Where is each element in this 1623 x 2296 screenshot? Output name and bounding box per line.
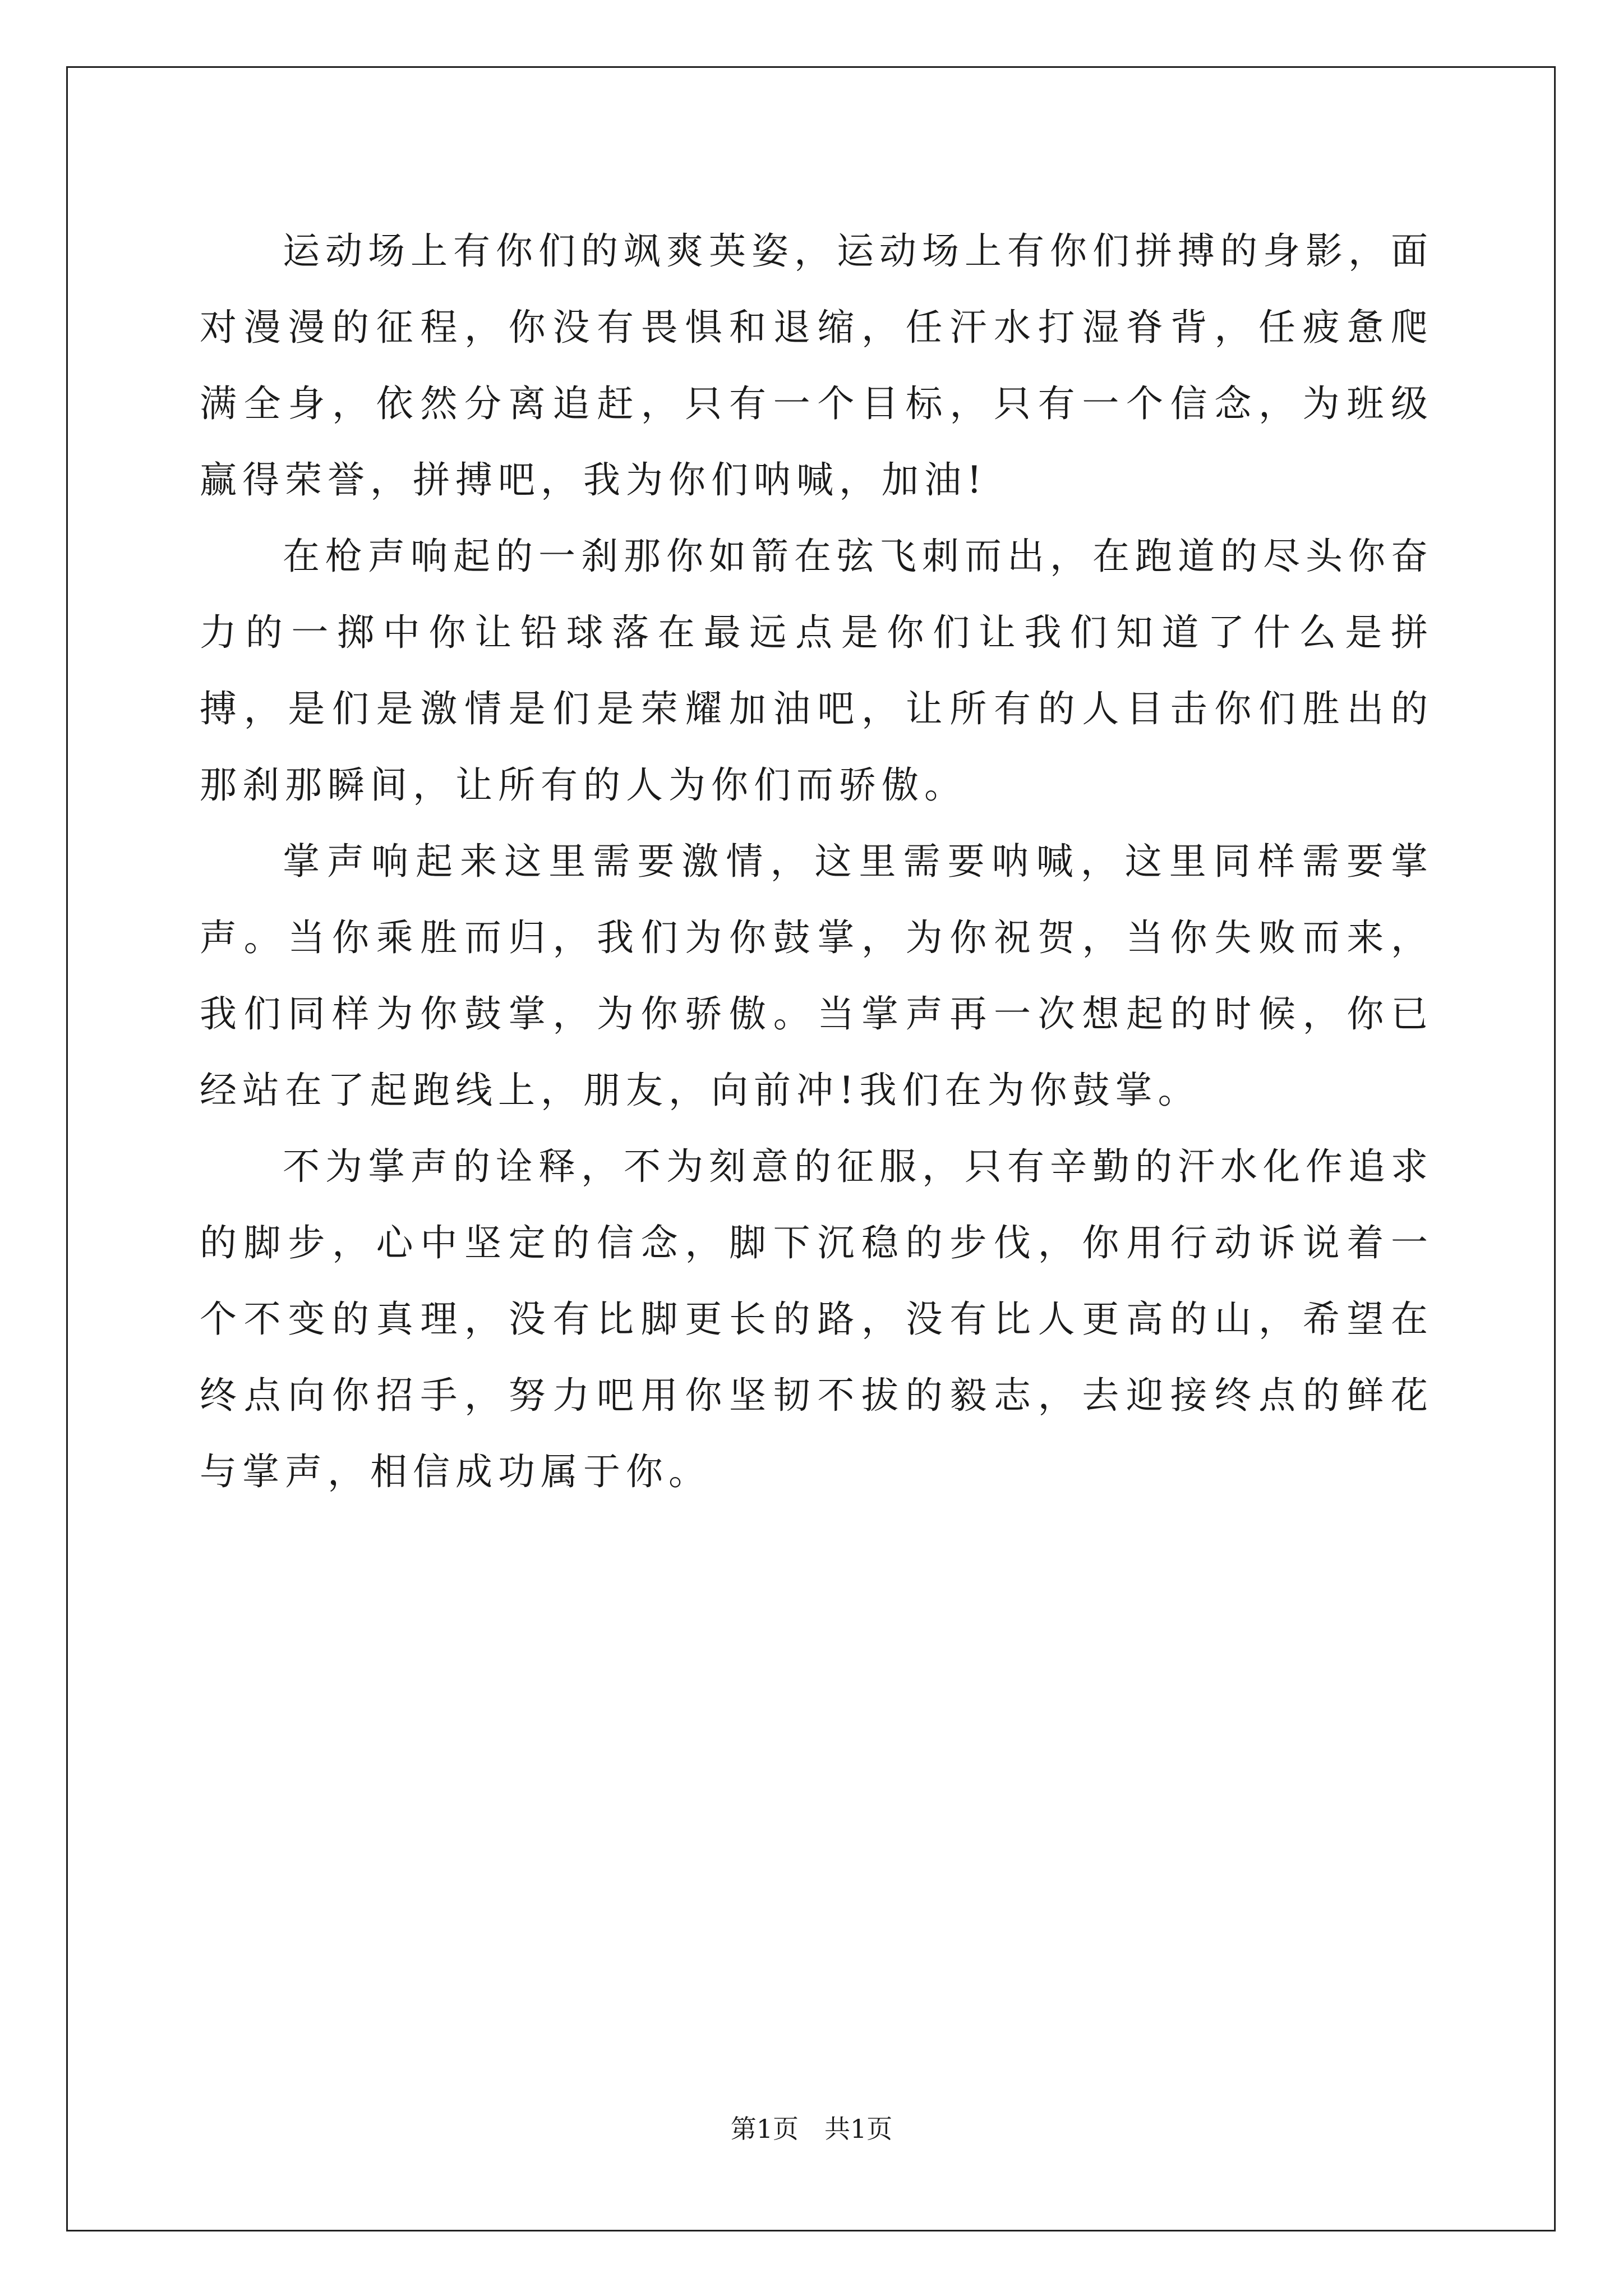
page-footer: 第1页 共1页 (730, 2114, 893, 2144)
paragraph-1: 运动场上有你们的飒爽英姿，运动场上有你们拼搏的身影，面对漫漫的征程，你没有畏惧和退缩，任汗水打湿脊背，任疲惫爬满全身，依然分离追赶，只有一个目标，只有一个信念，为班级赢得荣誉，拼搏吧，我为你们呐喊，加油! (200, 229, 1433, 501)
paragraph-4: 不为掌声的诠释，不为刻意的征服，只有辛勤的汗水化作追求的脚步，心中坚定的信念，脚下沉稳的步伐，你用行动诉说着一个不变的真理，没有比脚更长的路，没有比人更高的山，希望在终点向你招手，努力吧用你坚韧不拔的毅志，去迎接终点的鲜花与掌声，相信成功属于你。 (200, 1145, 1433, 1493)
paragraph-2: 在枪声响起的一刹那你如箭在弦飞刺而出，在跑道的尽头你奋力的一掷中你让铅球落在最远点是你们让我们知道了什么是拼搏，是们是激情是们是荣耀加油吧，让所有的人目击你们胜出的那刹那瞬间，让所有的人为你们而骄傲。 (200, 535, 1433, 807)
paragraph-3: 掌声响起来这里需要激情，这里需要呐喊，这里同样需要掌声。当你乘胜而归，我们为你鼓掌，为你祝贺，当你失败而来，我们同样为你鼓掌，为你骄傲。当掌声再一次想起的时候，你已经站在了起跑线上，朋友，向前冲!我们在为你鼓掌。 (200, 840, 1433, 1112)
document-body (200, 213, 1433, 1510)
